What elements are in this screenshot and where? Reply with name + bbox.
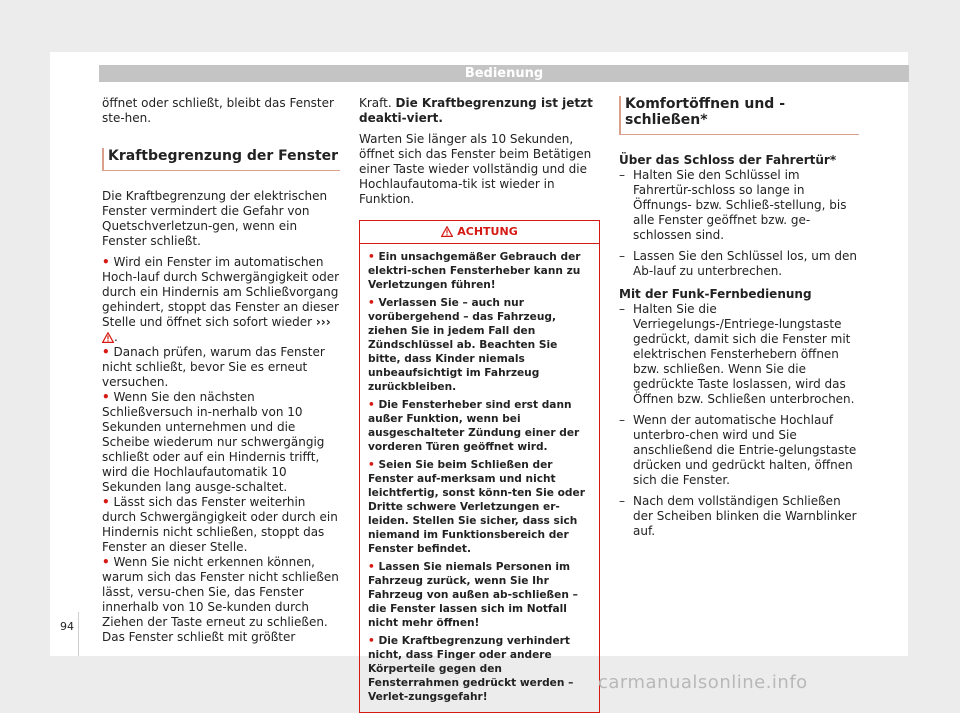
bullet-item: • Wenn Sie nicht erkennen können, warum sich das Fenster nicht schließen lässt, versu-chen Sie, das Fenster innerhalb von 10 Se-kunden durch Ziehen der Taste erneut zu schließen. Das Fenster schließt mit größter xyxy=(102,555,339,644)
page-number: 94 xyxy=(60,620,74,633)
heading-kraftbegrenzung: Kraftbegrenzung der Fenster xyxy=(102,148,340,171)
warning-item: • Die Kraftbegrenzung verhindert nicht, dass Finger oder andere Körperteile gegen den Fensterrahmen gedrückt werden – Verlet-zungsgefahr! xyxy=(368,635,574,703)
bullet-icon: • xyxy=(368,561,375,573)
bullet-icon: • xyxy=(368,297,375,309)
warning-triangle-icon xyxy=(441,226,453,237)
bullet-icon: • xyxy=(102,345,110,359)
subheading: Über das Schloss der Fahrertür* xyxy=(619,153,837,167)
heading-komfortoeffnen: Komfortöffnen und -schließen* xyxy=(619,96,859,135)
warning-item: • Ein unsachgemäßer Gebrauch der elektri-schen Fensterheber kann zu Verletzungen führen! xyxy=(368,251,581,291)
paragraph: Warten Sie länger als 10 Sekunden, öffnet sich das Fenster beim Betätigen einer Taste wieder vollständig und die Hochlaufautoma-tik ist wieder in Funktion. xyxy=(359,132,592,206)
reference-arrows: ››› xyxy=(315,315,331,329)
subheading: Mit der Funk-Fernbedienung xyxy=(619,287,812,301)
bullet-icon: • xyxy=(368,251,375,263)
paragraph: Die Kraftbegrenzung der elektrischen Fenster vermindert die Gefahr von Quetschverletzun-gen, wenn ein Fenster schließt. xyxy=(102,189,328,248)
list-item: – Halten Sie den Schlüssel im Fahrertür-schloss so lange in Öffnungs- bzw. Schließ-stellung, bis alle Fenster geöffnet bzw. ge-schlossen sind. xyxy=(619,168,847,242)
column-left xyxy=(102,96,340,645)
warning-box xyxy=(359,220,600,713)
bullet-icon: • xyxy=(368,459,375,471)
bullet-item: • Lässt sich das Fenster weiterhin durch Schwergängigkeit oder durch ein Hindernis nicht schließen, stoppt das Fenster an dieser Stelle. xyxy=(102,495,338,554)
watermark: carmanualsonline.info xyxy=(598,672,808,693)
list-item: – Halten Sie die Verriegelungs-/Entriege-lungstaste gedrückt, damit sich die Fenster mit elektrischen Fensterhebern öffnen bzw. schließen. Wenn Sie die gedrückte Taste loslassen, wird das Öffnen bzw. Schließen unterbrochen. xyxy=(619,302,855,406)
column-right xyxy=(619,96,859,539)
column-middle xyxy=(359,96,600,713)
bullet-icon: • xyxy=(102,555,110,569)
lead-text: Kraft. Die Kraftbegrenzung ist jetzt deakti-viert. xyxy=(359,96,593,125)
bullet-item: • Wird ein Fenster im automatischen Hoch-lauf durch Schwergängigkeit oder durch ein Hindernis am Schließvorgang gehindert, stoppt das Fenster an dieser Stelle und öffnet sich sofort wieder ››› . xyxy=(102,255,340,344)
warning-item: • Lassen Sie niemals Personen im Fahrzeug zurück, wenn Sie Ihr Fahrzeug von außen ab-schließen – die Fenster lassen sich im Notfall nicht mehr öffnen! xyxy=(368,561,578,629)
intro-text: öffnet oder schließt, bleibt das Fenster ste-hen. xyxy=(102,96,334,125)
warning-item: • Die Fensterheber sind erst dann außer Funktion, wenn bei ausgeschalteter Zündung einer der vorderen Türen geöffnet wird. xyxy=(368,399,580,453)
bullet-icon: • xyxy=(102,255,110,269)
bullet-item: • Danach prüfen, warum das Fenster nicht schließt, bevor Sie es erneut versuchen. xyxy=(102,345,325,389)
bullet-icon: • xyxy=(368,635,375,647)
warning-item: • Seien Sie beim Schließen der Fenster auf-merksam und nicht leichtfertig, sonst könn-ten Sie oder Dritte schwere Verletzungen er-leiden. Stellen Sie sicher, dass sich niemand im Funktionsbereich der Fenster befindet. xyxy=(368,459,585,555)
list-item: – Nach dem vollständigen Schließen der Scheiben blinken die Warnblinker auf. xyxy=(619,494,857,538)
warning-item: • Verlassen Sie – auch nur vorübergehend – das Fahrzeug, ziehen Sie in jedem Fall den Zündschlüssel ab. Beachten Sie bitte, dass Kinder niemals unbeaufsichtigt im Fahrzeug zurückbleiben. xyxy=(368,297,558,393)
bullet-item: • Wenn Sie den nächsten Schließversuch in-nerhalb von 10 Sekunden unternehmen und die Scheibe wiederum nur schwergängig schließt oder auf ein Hindernis trifft, wird die Hochlaufautomatik 10 Sekunden lang ausge-schaltet. xyxy=(102,390,325,494)
list-item: – Wenn der automatische Hochlauf unterbro-chen wird und Sie anschließend die Entrie-gelungstaste drücken und gedrückt halten, öffnen sich die Fenster. xyxy=(619,413,857,487)
warning-triangle-icon xyxy=(102,332,114,343)
bullet-icon: • xyxy=(102,495,110,509)
warning-header: ACHTUNG xyxy=(360,221,599,244)
list-item: – Lassen Sie den Schlüssel los, um den Ab-lauf zu unterbrechen. xyxy=(619,249,857,278)
bullet-icon: • xyxy=(102,390,110,404)
margin-divider xyxy=(78,612,79,656)
bullet-icon: • xyxy=(368,399,375,411)
section-header: Bedienung xyxy=(99,65,909,82)
